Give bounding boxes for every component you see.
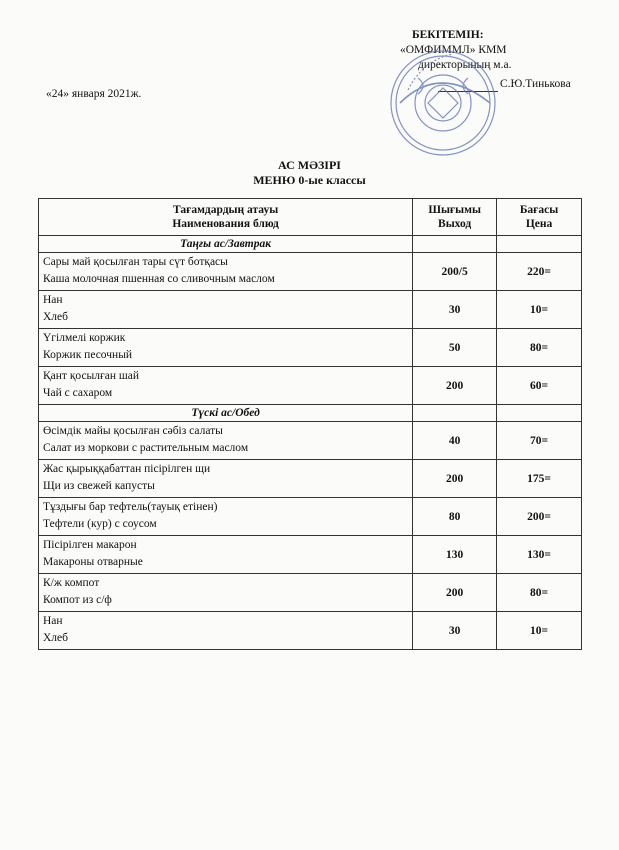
header-price-kz: Бағасы <box>519 204 559 216</box>
section-title: Таңғы ас/Завтрак <box>39 236 413 253</box>
dish-price: 220= <box>497 253 582 291</box>
title-ru: МЕНЮ 0-ые классы <box>253 173 366 187</box>
table-row <box>39 422 582 460</box>
dish-name <box>39 536 413 574</box>
dish-output: 50 <box>413 329 497 367</box>
dish-output: 200 <box>413 367 497 405</box>
section-row-breakfast <box>39 236 582 253</box>
dish-name <box>39 367 413 405</box>
dish-name-ru: Компот из с/ф <box>43 594 112 606</box>
dish-name-kz: К/ж компот <box>43 577 100 589</box>
dish-price: 60= <box>497 367 582 405</box>
header-output-ru: Выход <box>438 218 472 230</box>
dish-output: 200/5 <box>413 253 497 291</box>
dish-price: 10= <box>497 612 582 650</box>
dish-name <box>39 498 413 536</box>
table-row <box>39 612 582 650</box>
dish-output: 30 <box>413 291 497 329</box>
dish-name-kz: Жас қырыққабаттан пісірілген щи <box>43 463 211 475</box>
dish-name-ru: Макароны отварные <box>43 556 143 568</box>
dish-name-kz: Қант қосылған шай <box>43 370 139 382</box>
dish-name <box>39 253 413 291</box>
header-name-ru: Наименования блюд <box>172 218 279 230</box>
header-name-kz: Тағамдардың атауы <box>172 204 279 216</box>
dish-name-kz: Тұздығы бар тефтель(тауық етінен) <box>43 501 218 513</box>
dish-name-kz: Өсімдік майы қосылған сәбіз салаты <box>43 425 223 437</box>
dish-name-ru: Салат из моркови с растительным маслом <box>43 442 249 454</box>
dish-name <box>39 329 413 367</box>
dish-name <box>39 460 413 498</box>
table-row <box>39 291 582 329</box>
dish-price: 70= <box>497 422 582 460</box>
dish-output: 80 <box>413 498 497 536</box>
dish-output: 30 <box>413 612 497 650</box>
header-output-kz: Шығымы <box>428 204 481 216</box>
approval-signer: С.Ю.Тинькова <box>500 78 571 90</box>
dish-name-kz: Нан <box>43 294 63 306</box>
dish-name-kz: Пісірілген макарон <box>43 539 137 551</box>
dish-output: 200 <box>413 460 497 498</box>
page-title <box>0 158 619 188</box>
dish-price: 175= <box>497 460 582 498</box>
dish-price: 80= <box>497 329 582 367</box>
table-row <box>39 367 582 405</box>
dish-price: 130= <box>497 536 582 574</box>
dish-name <box>39 291 413 329</box>
table-row <box>39 536 582 574</box>
dish-name <box>39 422 413 460</box>
dish-name-ru: Каша молочная пшенная со сливочным маслом <box>43 273 275 285</box>
dish-price: 10= <box>497 291 582 329</box>
table-header-row <box>39 199 582 236</box>
approval-title: БЕКІТЕМІН: <box>412 29 484 41</box>
dish-name-ru: Коржик песочный <box>43 349 133 361</box>
header-price <box>497 199 582 236</box>
dish-name-kz: Сары май қосылған тары сүт ботқасы <box>43 256 228 268</box>
table-row <box>39 460 582 498</box>
section-title: Түскі ас/Обед <box>39 405 413 422</box>
title-kz: АС МӘЗІРІ <box>278 158 341 172</box>
section-row-lunch <box>39 405 582 422</box>
table-row <box>39 253 582 291</box>
dish-name-kz: Үгілмелі коржик <box>43 332 126 344</box>
table-row <box>39 498 582 536</box>
header-name <box>39 199 413 236</box>
dish-price: 80= <box>497 574 582 612</box>
dish-name-ru: Хлеб <box>43 632 68 644</box>
dish-name <box>39 612 413 650</box>
document-date: «24» января 2021ж. <box>46 88 142 100</box>
table-row <box>39 329 582 367</box>
dish-output: 40 <box>413 422 497 460</box>
dish-name-ru: Чай с сахаром <box>43 387 113 399</box>
dish-name-ru: Щи из свежей капусты <box>43 480 155 492</box>
dish-name-ru: Тефтели (кур) с соусом <box>43 518 157 530</box>
approval-position: директорының м.а. <box>418 59 512 71</box>
dish-output: 130 <box>413 536 497 574</box>
table-row <box>39 574 582 612</box>
dish-name-ru: Хлеб <box>43 311 68 323</box>
dish-price: 200= <box>497 498 582 536</box>
menu-table <box>38 198 582 650</box>
dish-name-kz: Нан <box>43 615 63 627</box>
approval-org: «ОМФИММЛ» КММ <box>400 44 507 56</box>
dish-output: 200 <box>413 574 497 612</box>
official-stamp-icon <box>388 48 498 158</box>
dish-name <box>39 574 413 612</box>
header-output <box>413 199 497 236</box>
header-price-ru: Цена <box>525 218 553 230</box>
